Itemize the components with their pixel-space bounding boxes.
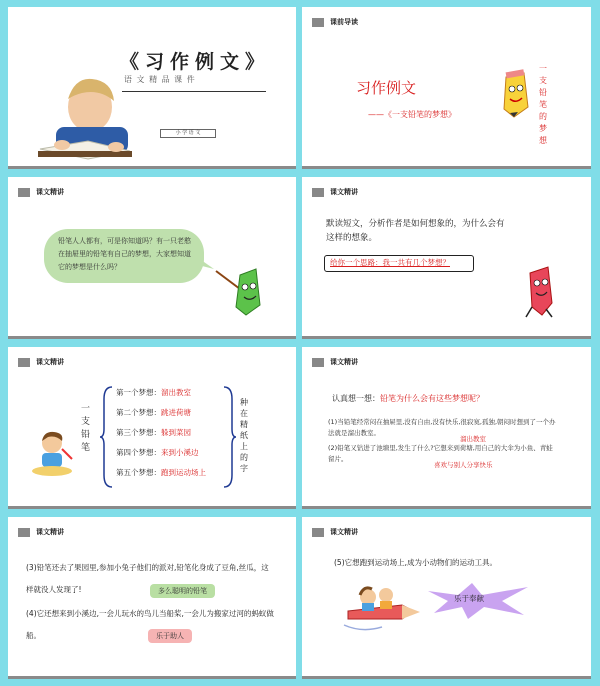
left-vertical-label: 一支铅笔 [81,404,91,453]
slide2-vertical-text: 一支铅笔的梦想 [539,64,547,145]
slide-1[interactable] [8,7,296,169]
slide-8[interactable] [302,517,591,679]
paragraph-3: (3)铅笔还去了果园里,参加小兔子他们的派对,铅笔化身成了豆角,丝瓜，这样就没人发现了! [26,563,269,594]
slide-7[interactable] [8,517,296,679]
green-pencil-teacher-icon [214,265,270,317]
dream-row: 第四个梦想：来到小溪边 [116,448,199,457]
slide2-header: 课前导读 [312,17,358,27]
slide-2[interactable] [302,7,591,169]
header-square-icon [18,188,30,197]
answer-1: 溜出教室 [460,435,486,443]
bubble-text: 铅笔人人都有，可是你知道吗？有一只老憨在抽屉里的铅笔有自己的梦想，大家想知道它的梦想是什么吗？ [58,237,191,271]
slide8-header: 课文精讲 [312,527,358,537]
helpful-tag: 乐于助人 [148,629,192,643]
smart-pencil-tag: 多么聪明的铅笔 [150,584,215,598]
dream-row: 第一个梦想：溜出教室 [116,388,191,397]
slide-6[interactable] [302,347,591,509]
slide3-header: 课文精讲 [18,187,64,197]
slide1-subtitle: 语 文 精 品 课 件 [124,75,196,84]
left-brace [100,385,114,489]
slide2-title: 习作例文 [356,79,417,97]
slide4-header: 课文精讲 [312,187,358,197]
star-label: 乐于奉献 [454,594,484,603]
kid-writing-icon [30,429,76,477]
slide4-instruction: 默读短文，分析作者是如何想象的，为什么会有这样的想象。 [326,219,505,243]
slide2-subtitle: ——《一支铅笔的梦想》 [368,110,456,119]
dream-list [116,387,206,487]
slide-4[interactable] [302,177,591,339]
header-square-icon [312,18,324,27]
header-square-icon [312,188,324,197]
dream-row: 第三个梦想：躲到菜园 [116,428,191,437]
slide5-header: 课文精讲 [18,357,64,367]
red-pencil-mascot-icon [520,263,560,319]
slide6-header: 课文精讲 [312,357,358,367]
right-vertical-label: 种在精纸上的字 [240,398,248,473]
boy-reading-image [30,69,138,163]
hint-text: 给你一个思路：我一共有几个梦想？ [330,258,450,267]
school-box: 小 学 语 文 [160,129,216,138]
slide1-title: 《习作例文》 [120,51,271,73]
slide6-question: 认真想一想：铅笔为什么会有这些梦想呢？ [332,394,484,403]
bubble-tail [194,255,214,271]
dream-row: 第五个梦想：跑到运动场上 [116,468,206,477]
paragraph-1: (1)当铅笔经常闷在抽屉里,没有自由,没有快乐,很寂寞,孤独,朝闷时想到了一个办法就是溜出教室。 [328,418,556,438]
header-square-icon [18,358,30,367]
header-square-icon [18,528,30,537]
paragraph-5: (5)它想跑到运动场上,成为小动物们的运动工具。 [334,558,498,567]
header-square-icon [312,528,324,537]
pencil-mascot-icon [494,69,534,119]
slide-3[interactable] [8,177,296,339]
slide7-header: 课文精讲 [18,527,64,537]
answer-2: 喜欢与别人分享快乐 [434,461,493,469]
right-brace [222,385,236,489]
slide-5[interactable] [8,347,296,509]
header-square-icon [312,358,324,367]
title-underline [122,91,266,92]
dream-row: 第二个梦想：跳进荷塘 [116,408,191,417]
paragraph-4: (4)它还想来到小溪边,一会儿玩水的鸟儿当船桨,一会儿为搬家过河的蚂蚁做船。 [26,609,274,640]
kids-on-pencil-icon [342,581,422,641]
paragraph-2: (2)铅笔又钻进了池塘里,发生了什么?它想来到荷塘,用自己的大伞为小鱼、青蛙留片。 [328,444,553,464]
